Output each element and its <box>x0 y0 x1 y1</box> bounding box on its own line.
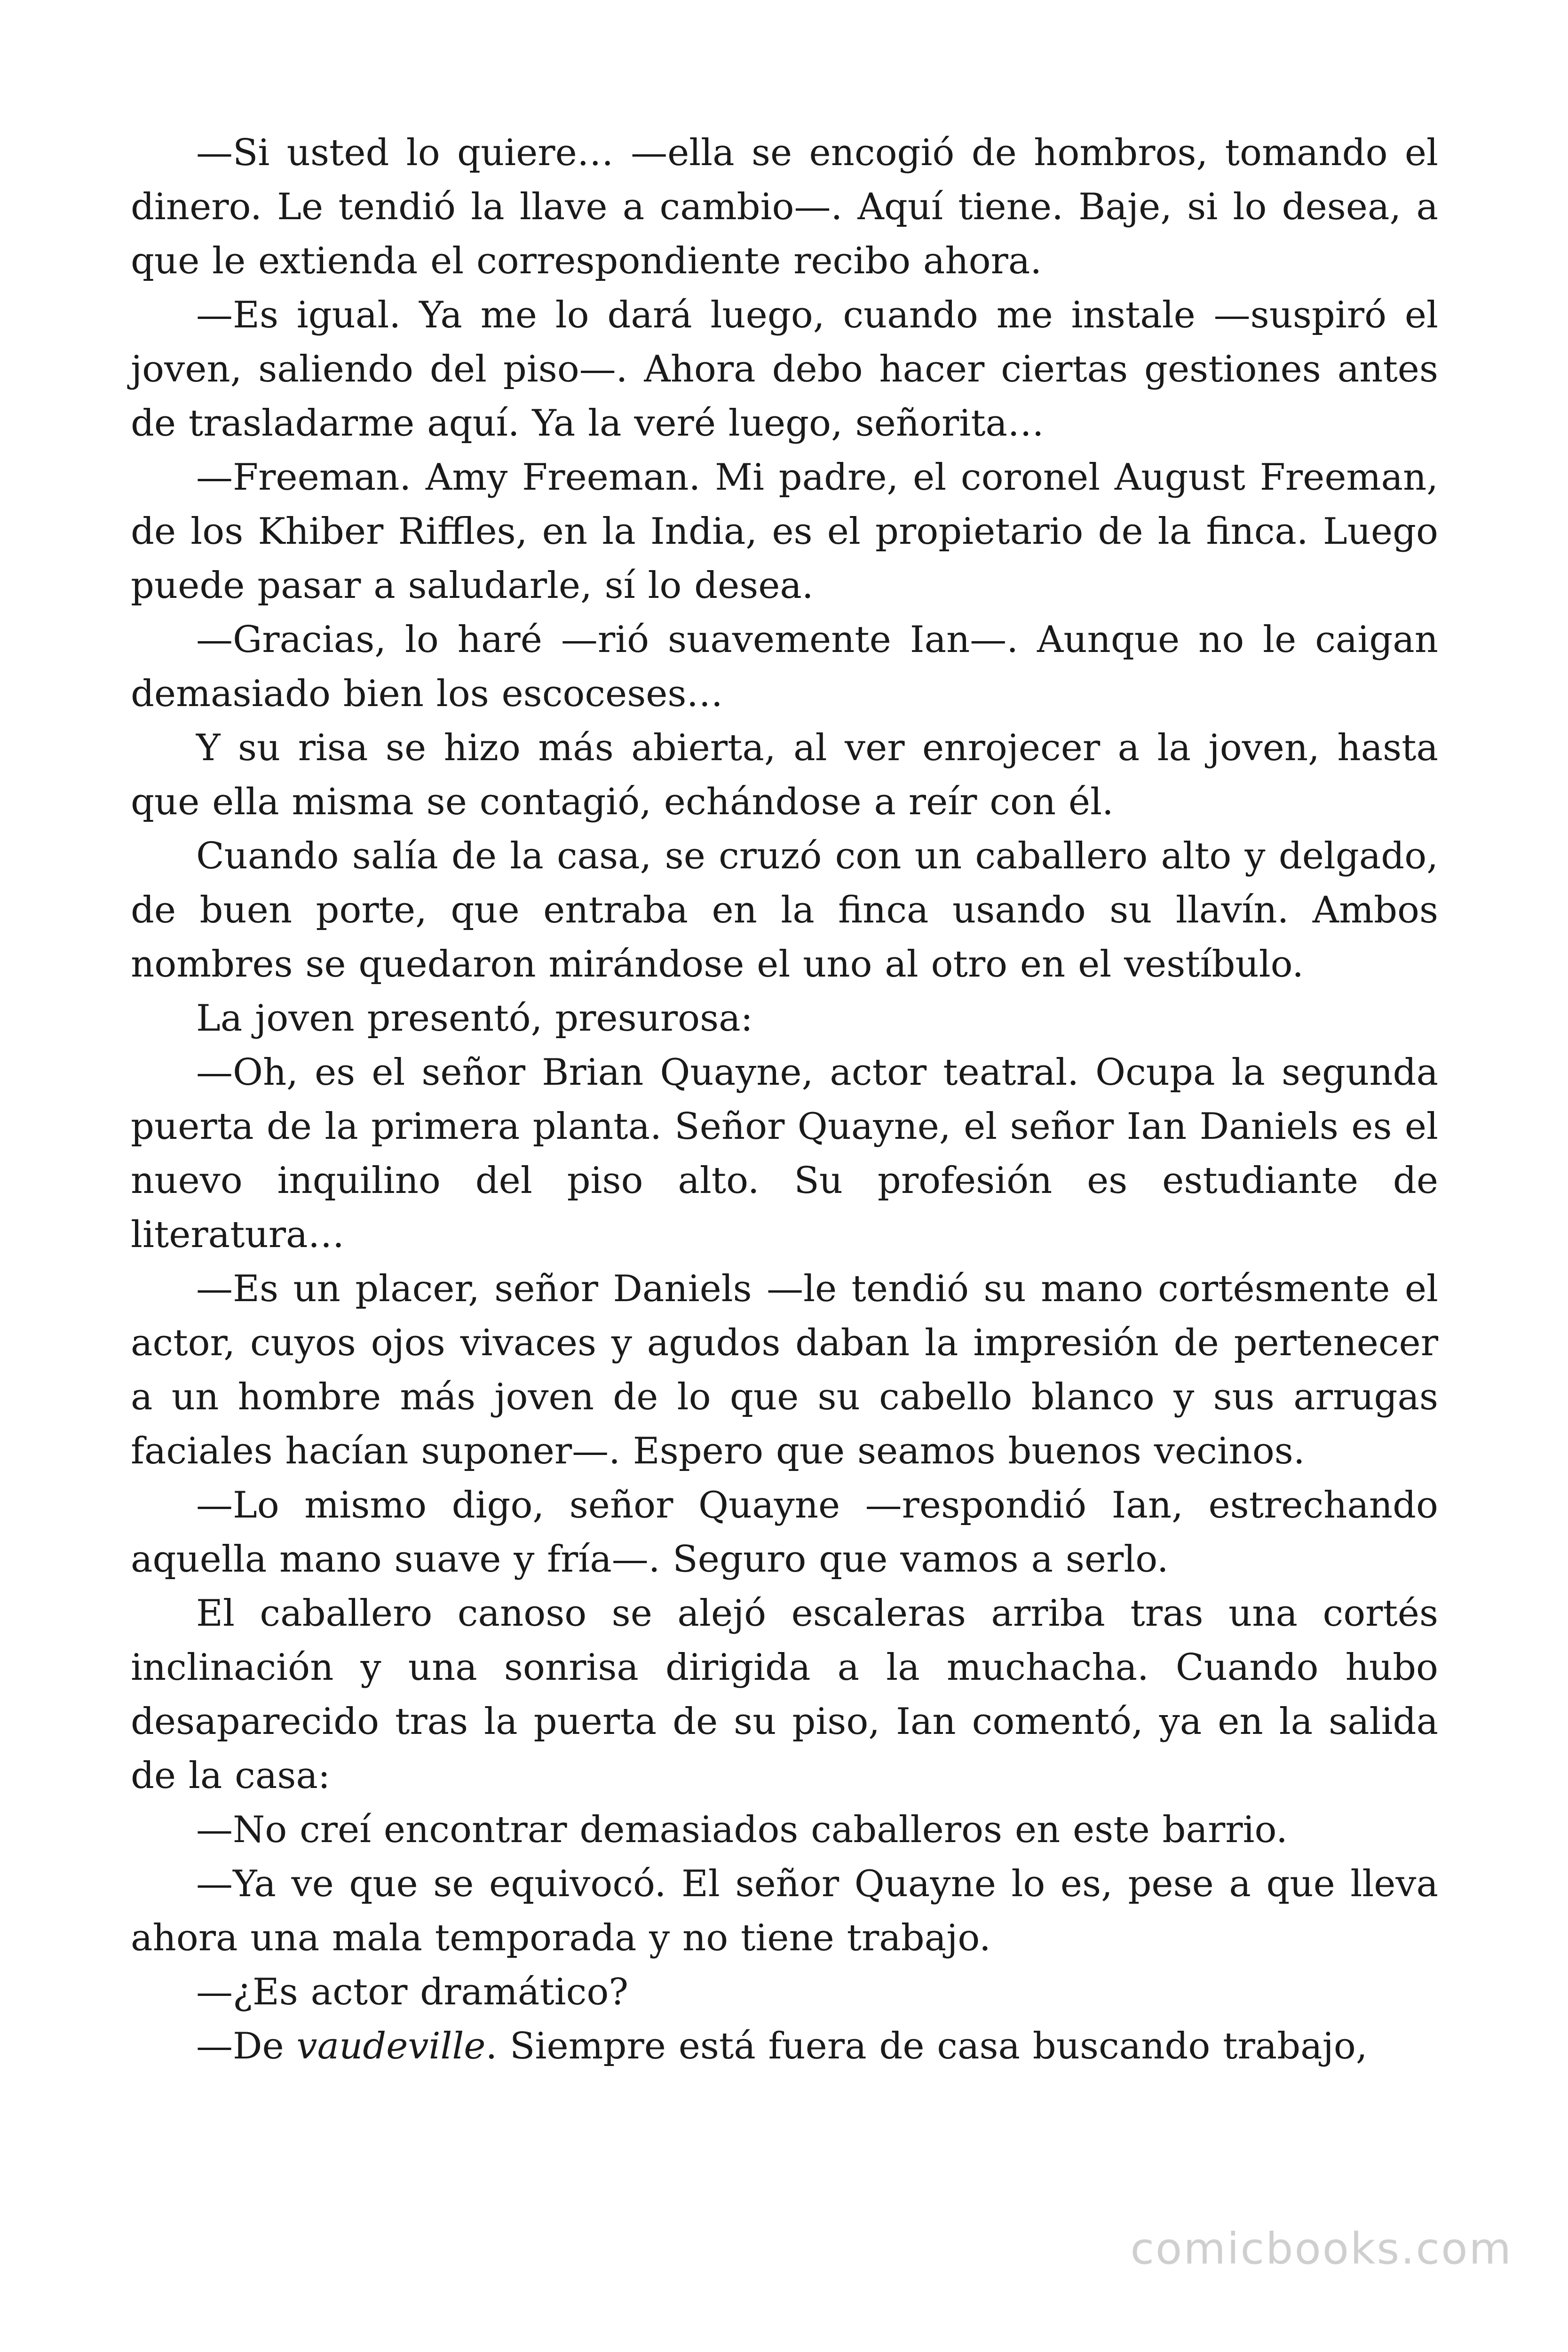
paragraph: —Gracias, lo haré —rió suavemente Ian—. Aunque no le caigan demasiado bien los escoceses… <box>131 619 1438 715</box>
paragraph-last <box>131 2019 1438 2074</box>
paragraph: —Lo mismo digo, señor Quayne —respondió Ian, estrechando aquella mano suave y fría—. Seguro que vamos a serlo. <box>131 1484 1438 1581</box>
paragraph: —Es igual. Ya me lo dará luego, cuando me instale —suspiró el joven, saliendo del piso—. Ahora debo hacer ciertas gestiones antes de trasladarme aquí. Ya la veré luego, señorita… <box>131 294 1438 445</box>
paragraph: —No creí encontrar demasiados caballeros en este barrio. <box>196 1809 1288 1851</box>
paragraph-last-prefix: —De <box>196 2025 297 2067</box>
italic-word: vaudeville <box>296 2025 486 2067</box>
paragraph: —Freeman. Amy Freeman. Mi padre, el coronel August Freeman, de los Khiber Riffles, en la India, es el propietario de la finca. Luego puede pasar a saludarle, sí lo desea. <box>131 456 1438 607</box>
book-page-body <box>131 126 1438 2074</box>
paragraph: —Ya ve que se equivocó. El señor Quayne lo es, pese a que lleva ahora una mala temporada y no tiene trabajo. <box>131 1863 1438 1959</box>
paragraph: —Es un placer, señor Daniels —le tendió su mano cortésmente el actor, cuyos ojos vivaces y agudos daban la impresión de pertenecer a un hombre más joven de lo que su cabello blanco y sus arrugas faciales hacían suponer—. Espero que seamos buenos vecinos. <box>131 1268 1438 1472</box>
paragraph-last-suffix: . Siempre está fuera de casa buscando trabajo, <box>485 2025 1368 2067</box>
paragraph: Y su risa se hizo más abierta, al ver enrojecer a la joven, hasta que ella misma se contagió, echándose a reír con él. <box>131 727 1438 823</box>
paragraph: —¿Es actor dramático? <box>196 1971 629 2013</box>
paragraph: Cuando salía de la casa, se cruzó con un caballero alto y delgado, de buen porte, que entraba en la finca usando su llavín. Ambos nombres se quedaron mirándose el uno al otro en el vestíbulo. <box>131 835 1438 985</box>
paragraph: —Oh, es el señor Brian Quayne, actor teatral. Ocupa la segunda puerta de la primera planta. Señor Quayne, el señor Ian Daniels es el nuevo inquilino del piso alto. Su profesión es estudiante de literatura… <box>131 1051 1438 1256</box>
site-watermark: comicbooks.com <box>1130 2224 1513 2274</box>
paragraph: —Si usted lo quiere… —ella se encogió de hombros, tomando el dinero. Le tendió la llave a cambio—. Aquí tiene. Baje, si lo desea, a que le extienda el correspondiente recibo ahora. <box>131 132 1438 282</box>
paragraph: La joven presentó, presurosa: <box>196 997 753 1040</box>
paragraph: El caballero canoso se alejó escaleras arriba tras una cortés inclinación y una sonrisa dirigida a la muchacha. Cuando hubo desaparecido tras la puerta de su piso, Ian comentó, ya en la salida de la casa: <box>131 1592 1438 1797</box>
